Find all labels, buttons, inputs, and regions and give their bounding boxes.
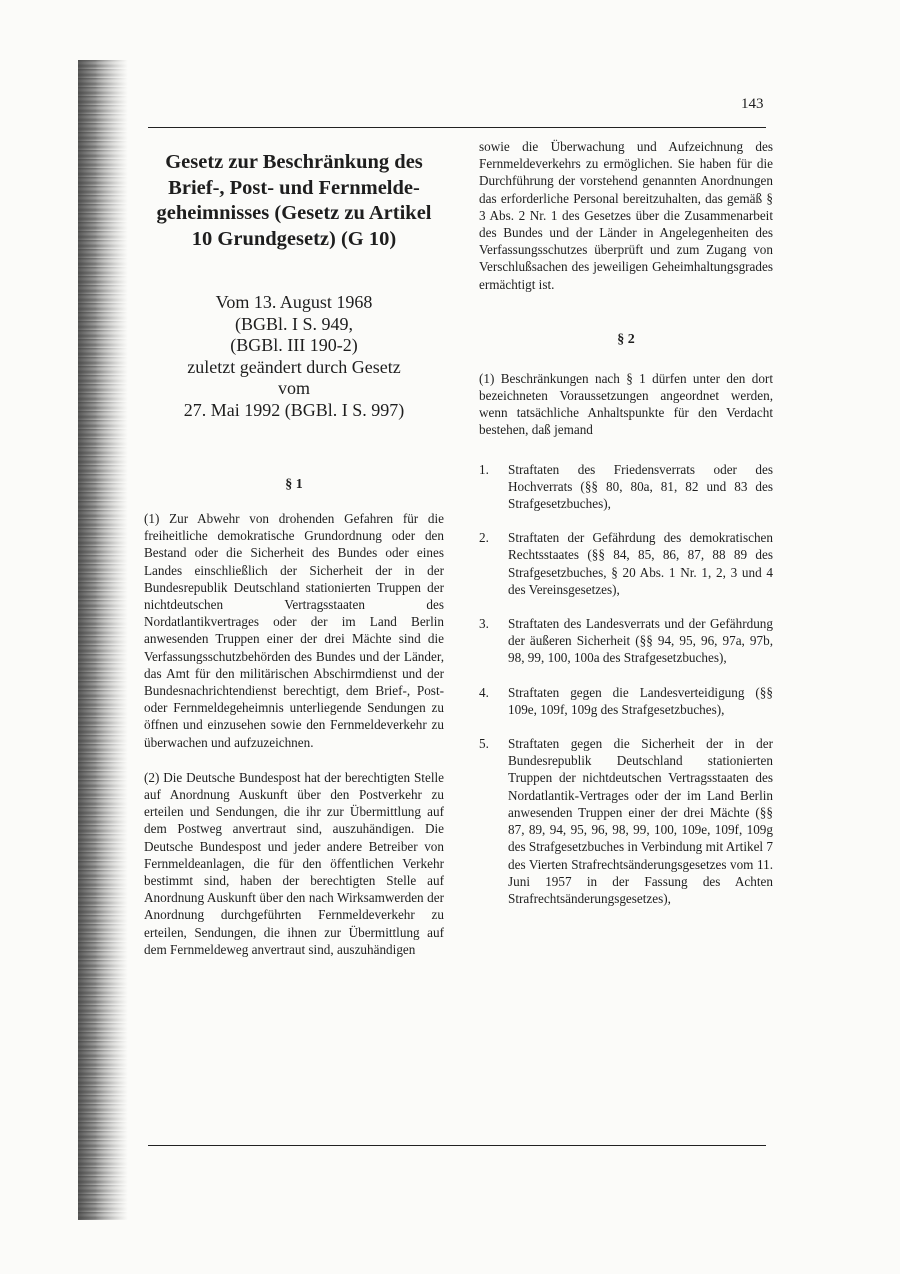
scan-shadow-edge: [78, 60, 128, 1220]
law-metadata: [144, 292, 444, 421]
list-item-number: 4.: [479, 684, 489, 700]
meta-amended: zuletzt geändert durch Gesetz: [187, 356, 401, 377]
section-2-heading: § 2: [617, 331, 635, 347]
section-1-heading: § 1: [285, 477, 303, 492]
right-column: [479, 138, 773, 924]
law-title: Gesetz zur Beschränkung des Brief-, Post- und Fernmelde-geheimnisses (Gesetz zu Artikel 10 Grundgesetz) (G 10): [156, 151, 432, 250]
list-item-text: Straftaten der Gefährdung des demokratischen Rechtsstaates (§§ 84, 85, 86, 87, 88 89 des Strafgesetzbuches, § 20 Abs. 1 Nr. 1, 2, 3 und 4 des Vereinsgesetzes),: [508, 530, 773, 597]
list-item-text: Straftaten gegen die Landesverteidigung (§§ 109e, 109f, 109g des Strafgesetzbuches),: [508, 684, 773, 717]
left-column: [144, 138, 444, 958]
section-1-paragraph-1: (1) Zur Abwehr von drohenden Gefahren für die freiheitliche demokratische Grundordnung oder den Bestand oder die Sicherheit des Bundes oder eines Landes einschließlich der Sicherheit der in der Bundesrepublik Deutschland stationierten Truppen der nichtdeutschen Vertragsstaaten des Nordatlantikvertrages oder der im Land Berlin anwesenden Truppen einer der drei Mächte sind die Verfassungsschutzbehörden des Bundes und der Länder, das Amt für den militärischen Abschirmdienst und der Bundesnachrichtendienst berechtigt, dem Brief-, Post- oder Fernmeldegeheimnis unterliegende Sendungen zu öffnen und einzusehen sowie den Fernmeldeverkehr zu überwachen und aufzuzeichnen.: [144, 511, 444, 750]
meta-amendment-date: 27. Mai 1992 (BGBl. I S. 997): [183, 399, 405, 420]
meta-citation: (BGBl. I S. 949,: [234, 313, 353, 334]
meta-date: Vom 13. August 1968: [215, 292, 373, 312]
list-item-text: Straftaten des Landesverrats und der Gefährdung der äußeren Sicherheit (§§ 94, 95, 96, 97a, 97b, 98, 99, 100, 100a des Strafgesetzbuches),: [508, 616, 773, 666]
list-item-text: Straftaten gegen die Sicherheit der in der Bundesrepublik Deutschland stationierten Truppen der nichtdeutschen Vertragsstaaten des Nordatlantik-Vertrages oder der im Land Berlin anwesenden Truppen einer der drei Mächte (§§ 87, 89, 94, 95, 96, 98, 99, 100, 109e, 109f, 109g des Strafgesetzbuches in Verbindung mit Artikel 7 des Vierten Strafrechtsänderungsgesetzes vom 11. Juni 1957 in der Fassung des Achten Strafrechtsänderungsgesetzes),: [508, 736, 773, 906]
list-item-text: Straftaten des Friedensverrats oder des Hochverrats (§§ 80, 80a, 81, 82 und 83 des Strafgesetzbuches),: [508, 461, 773, 512]
section-1-paragraph-2: (2) Die Deutsche Bundespost hat der berechtigten Stelle auf Anordnung Auskunft über den Postverkehr zu erteilen und Sendungen, die ihr zur Übermittlung auf dem Postweg anvertraut sind, auszuhändigen. Die Deutsche Bundespost und jeder andere Betreiber von Fernmeldeanlagen, die für den öffentlichen Verkehr bestimmt sind, haben der berechtigten Stelle auf Anordnung Auskunft über den nach Wirksamwerden der Anordnung durchgeführten Fernmeldeverkehr zu erteilen, Sendungen, die ihnen zur Übermittlung auf dem Fernmeldeweg anvertraut sind, auszuhändigen: [144, 769, 444, 957]
list-item: [479, 529, 773, 598]
section-1-paragraph-2-continued: sowie die Überwachung und Aufzeichnung des Fernmeldeverkehrs zu ermöglichen. Sie haben für die Durchführung der vorstehend genannten Anordnungen das erforderliche Personal bereitzuhalten, das gemäß § 3 Abs. 2 Nr. 1 des Gesetzes über die Zusammenarbeit des Bundes und der Länder in Angelegenheiten des Verfassungsschutzes überprüft und zum Zugang von Verschlußsachen des jeweiligen Geheimhaltungsgrades ermächtigt ist.: [479, 139, 773, 292]
page-number: 143: [741, 96, 764, 112]
meta-citation-iii: (BGBl. III 190-2): [230, 335, 358, 355]
footer-rule: [148, 1145, 766, 1146]
list-item: [479, 684, 773, 718]
list-item-number: 1.: [479, 461, 489, 477]
header-rule: [148, 127, 766, 128]
meta-vom: vom: [277, 378, 310, 398]
list-item-number: 3.: [479, 616, 489, 632]
list-item: [479, 735, 773, 907]
list-item: [479, 461, 773, 513]
list-item-number: 2.: [479, 530, 489, 546]
list-item: [479, 615, 773, 667]
section-2-paragraph-1: (1) Beschränkungen nach § 1 dürfen unter den dort bezeichneten Voraussetzungen angeordnet werden, wenn tatsächliche Anhaltspunkte für den Verdacht bestehen, daß jemand: [479, 370, 773, 438]
list-item-number: 5.: [479, 736, 489, 752]
offence-list: [479, 461, 773, 907]
